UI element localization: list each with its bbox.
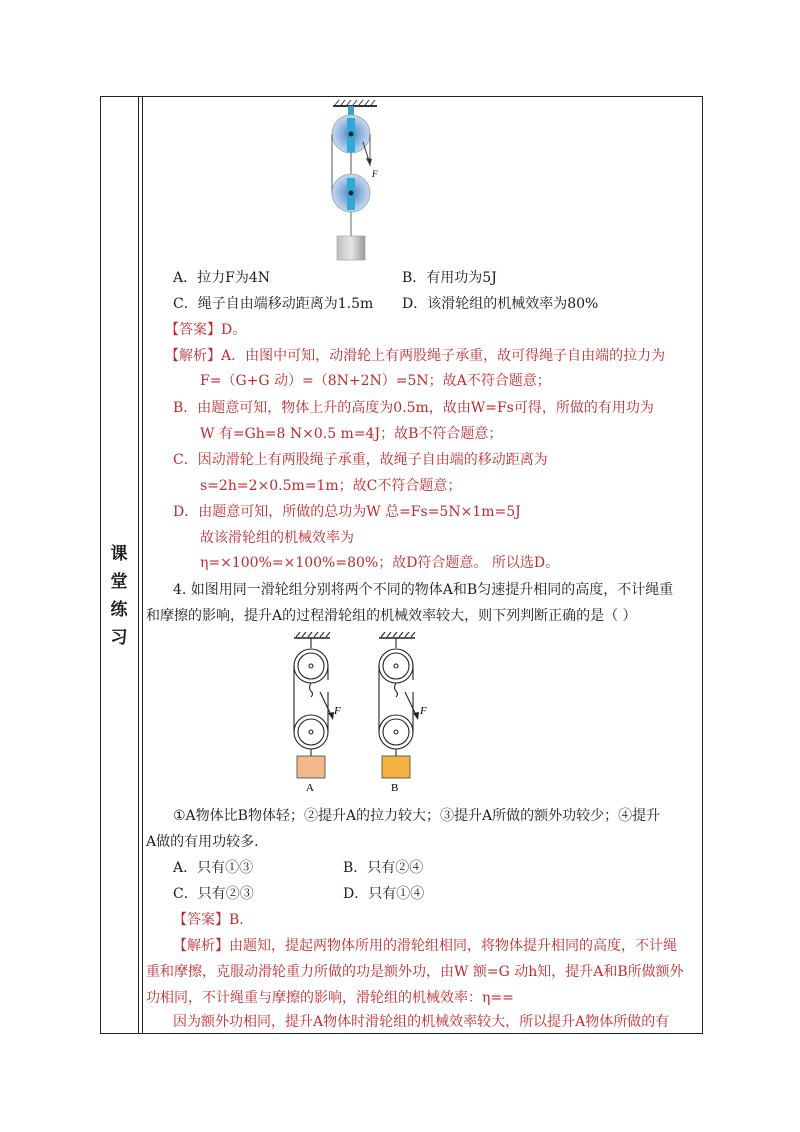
q4-statements: ①A物体比B物体轻；②提升A的拉力较大；③提升A所做的额外功较少；④提升 (173, 808, 661, 824)
q3-analysis-line: B．由题意可知，物体上升的高度为0.5m，故由W=Fs可得，所做的有用功为 (173, 400, 654, 416)
q4-pulley-figure (280, 632, 440, 794)
q3-analysis-line: C．因动滑轮上有两股绳子承重，故绳子自由端的移动距离为 (173, 452, 548, 468)
q3-option-b: B．有用功为5J (402, 270, 497, 286)
q3-answer: 【答案】D。 (165, 322, 247, 338)
section-label-char: 练 (110, 600, 128, 620)
q3-analysis-line: 【解析】A．由图中可知，动滑轮上有两股绳子承重，故可得绳子自由端的拉力为 (165, 348, 666, 364)
q4-option-d: D．只有①④ (343, 886, 425, 902)
q3-analysis-line: η=×100%=×100%=80%；故D符合题意。 所以选D。 (200, 555, 560, 571)
q3-pulley-figure (325, 98, 395, 263)
q4-label-a: A (306, 782, 314, 794)
q4-analysis-line: 【解析】由题知，提起两物体所用的滑轮组相同，将物体提升相同的高度，不计绳 (173, 938, 677, 954)
q4-option-a: A．只有①③ (173, 860, 254, 876)
q3-analysis-line: D．由题意可知，所做的总功为W 总=Fs=5N×1m=5J (173, 504, 521, 520)
q3-analysis-line: 故该滑轮组的机械效率为 (200, 530, 354, 546)
q3-option-d: D．该滑轮组的机械效率为80% (402, 296, 599, 312)
section-label-char: 课 (110, 544, 128, 564)
q4-stem: 4. 如图用同一滑轮组分别将两个不同的物体A和B匀速提升相同的高度，不计绳重 (173, 582, 674, 598)
q3-analysis-line: s=2h=2×0.5m=1m；故C不符合题意； (200, 478, 462, 494)
q4-statements: A做的有用功较多. (146, 834, 259, 850)
q4-analysis-line: 因为额外功相同，提升A物体时滑轮组的机械效率较大，所以提升A物体所做的有 (173, 1014, 670, 1030)
q4-option-c: C．只有②③ (173, 886, 254, 902)
section-label-char: 习 (110, 628, 128, 648)
q4-force-label-left: F (334, 705, 341, 717)
q3-analysis-line: W 有=Gh=8 N×0.5 m=4J；故B不符合题意； (200, 426, 503, 442)
q4-stem: 和摩擦的影响，提升A的过程滑轮组的机械效率较大，则下列判断正确的是（ ） (146, 608, 637, 624)
q4-option-b: B．只有②④ (343, 860, 424, 876)
q4-label-b: B (391, 782, 399, 794)
q3-option-a: A．拉力F为4N (173, 270, 270, 286)
section-label (104, 540, 134, 652)
table-inner-divider (142, 97, 143, 1033)
q4-answer: 【答案】B. (173, 912, 244, 928)
q4-analysis-line: 重和摩擦，克服动滑轮重力所做的功是额外功，由W 额=G 动h知，提升A和B所做额外 (146, 964, 684, 980)
object-b-box (382, 756, 410, 778)
q3-force-label: F (372, 169, 378, 179)
object-a-box (297, 756, 325, 778)
q3-option-c: C．绳子自由端移动距离为1.5m (173, 296, 374, 312)
q3-analysis-line: F=（G+G 动）=（8N+2N）=5N；故A不符合题意； (200, 373, 551, 389)
table-column-divider (138, 97, 139, 1033)
section-label-char: 堂 (110, 572, 128, 592)
q4-force-label-right: F (420, 705, 427, 717)
q4-analysis-line: 功相同，不计绳重与摩擦的影响，滑轮组的机械效率：η== (146, 990, 514, 1006)
